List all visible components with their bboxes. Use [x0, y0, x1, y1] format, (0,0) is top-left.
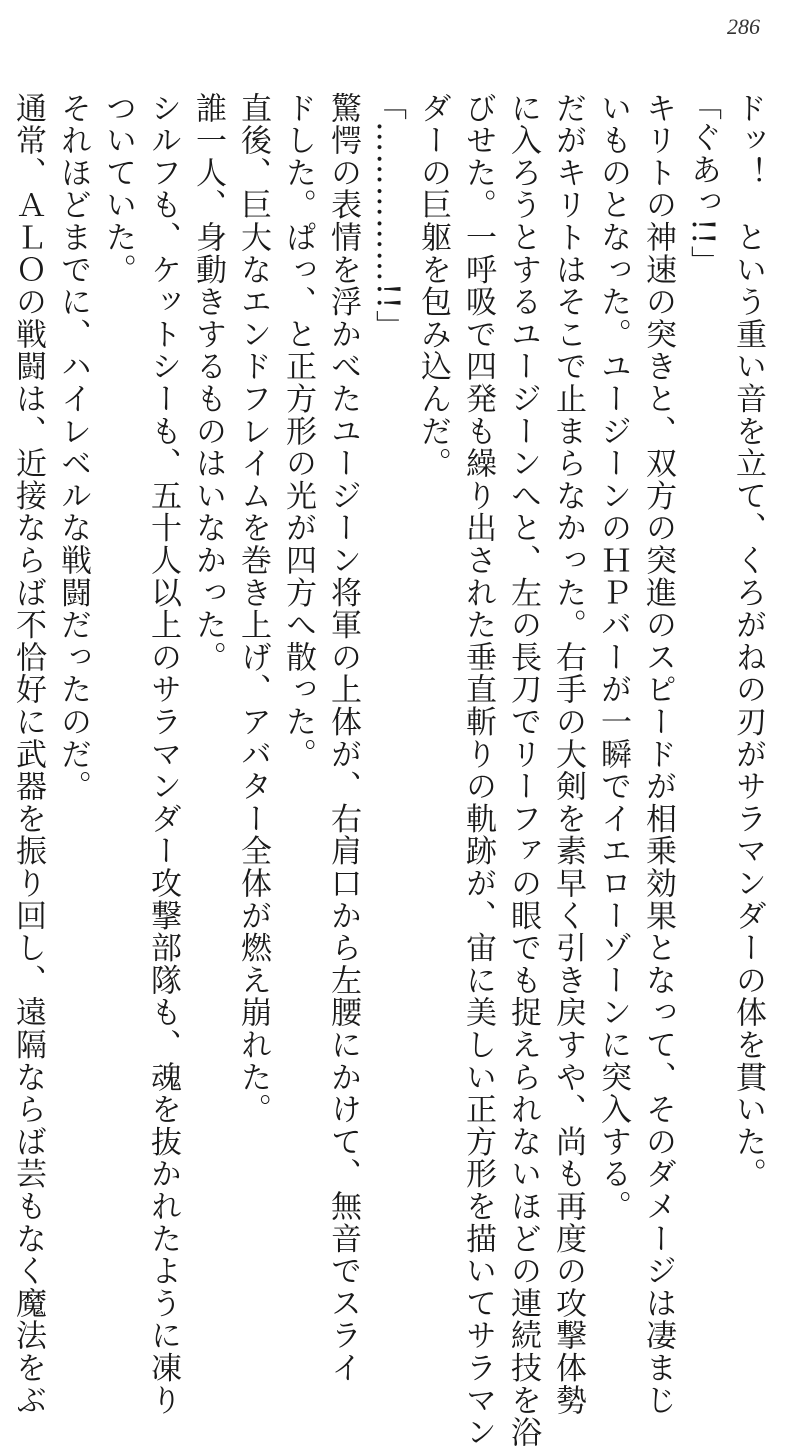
text-line: ついていた。: [100, 92, 136, 286]
text-line: 驚愕の表情を浮かべたユージーン将軍の上体が、右肩口から左腰にかけて、無音でスライ: [325, 92, 361, 1384]
text-line: だがキリトはそこで止まらなかった。右手の大剣を素早く引き戻すや、尚も再度の攻撃体勢: [550, 92, 586, 1417]
text-line: 「ぐあっ!!」: [685, 89, 721, 279]
text-line: 「……………!!」: [370, 89, 406, 343]
text-line: いものとなった。ユージーンのＨＰバーが一瞬でイエローゾーンに突入する。: [595, 92, 631, 1223]
text-line: 誰一人、身動きするものはいなかった。: [190, 92, 226, 674]
text-line: びせた。一呼吸で四発も繰り出された垂直斬りの軌跡が、宙に美しい正方形を描いてサラマン: [460, 92, 496, 1449]
page-number: 286: [727, 14, 760, 39]
text-line: キリトの神速の突きと、双方の突進のスピードが相乗効果となって、そのダメージは凄まじ: [640, 92, 676, 1417]
text-line: 通常、ＡＬＯの戦闘は、近接ならば不恰好に武器を振り回し、遠隔ならば芸もなく魔法をぶ: [10, 92, 46, 1417]
text-line: ダーの巨躯を包み込んだ。: [415, 92, 451, 480]
text-line: に入ろうとするユージーンへと、左の長刀でリーファの眼でも捉えられないほどの連続技を浴: [505, 92, 541, 1449]
text-line: 直後、巨大なエンドフレイムを巻き上げ、アバター全体が燃え崩れた。: [235, 92, 271, 1126]
text-line: ドした。ぱっ、と正方形の光が四方へ散った。: [280, 92, 316, 771]
text-line: シルフも、ケットシーも、五十人以上のサラマンダー攻撃部隊も、魂を抜かれたように凍り: [145, 92, 181, 1417]
novel-text: [0, 89, 800, 1449]
text-line: それほどまでに、ハイレベルな戦闘だったのだ。: [55, 92, 91, 803]
text-line: ドッ！ という重い音を立て、くろがねの刃がサラマンダーの体を貫いた。: [730, 92, 766, 1191]
